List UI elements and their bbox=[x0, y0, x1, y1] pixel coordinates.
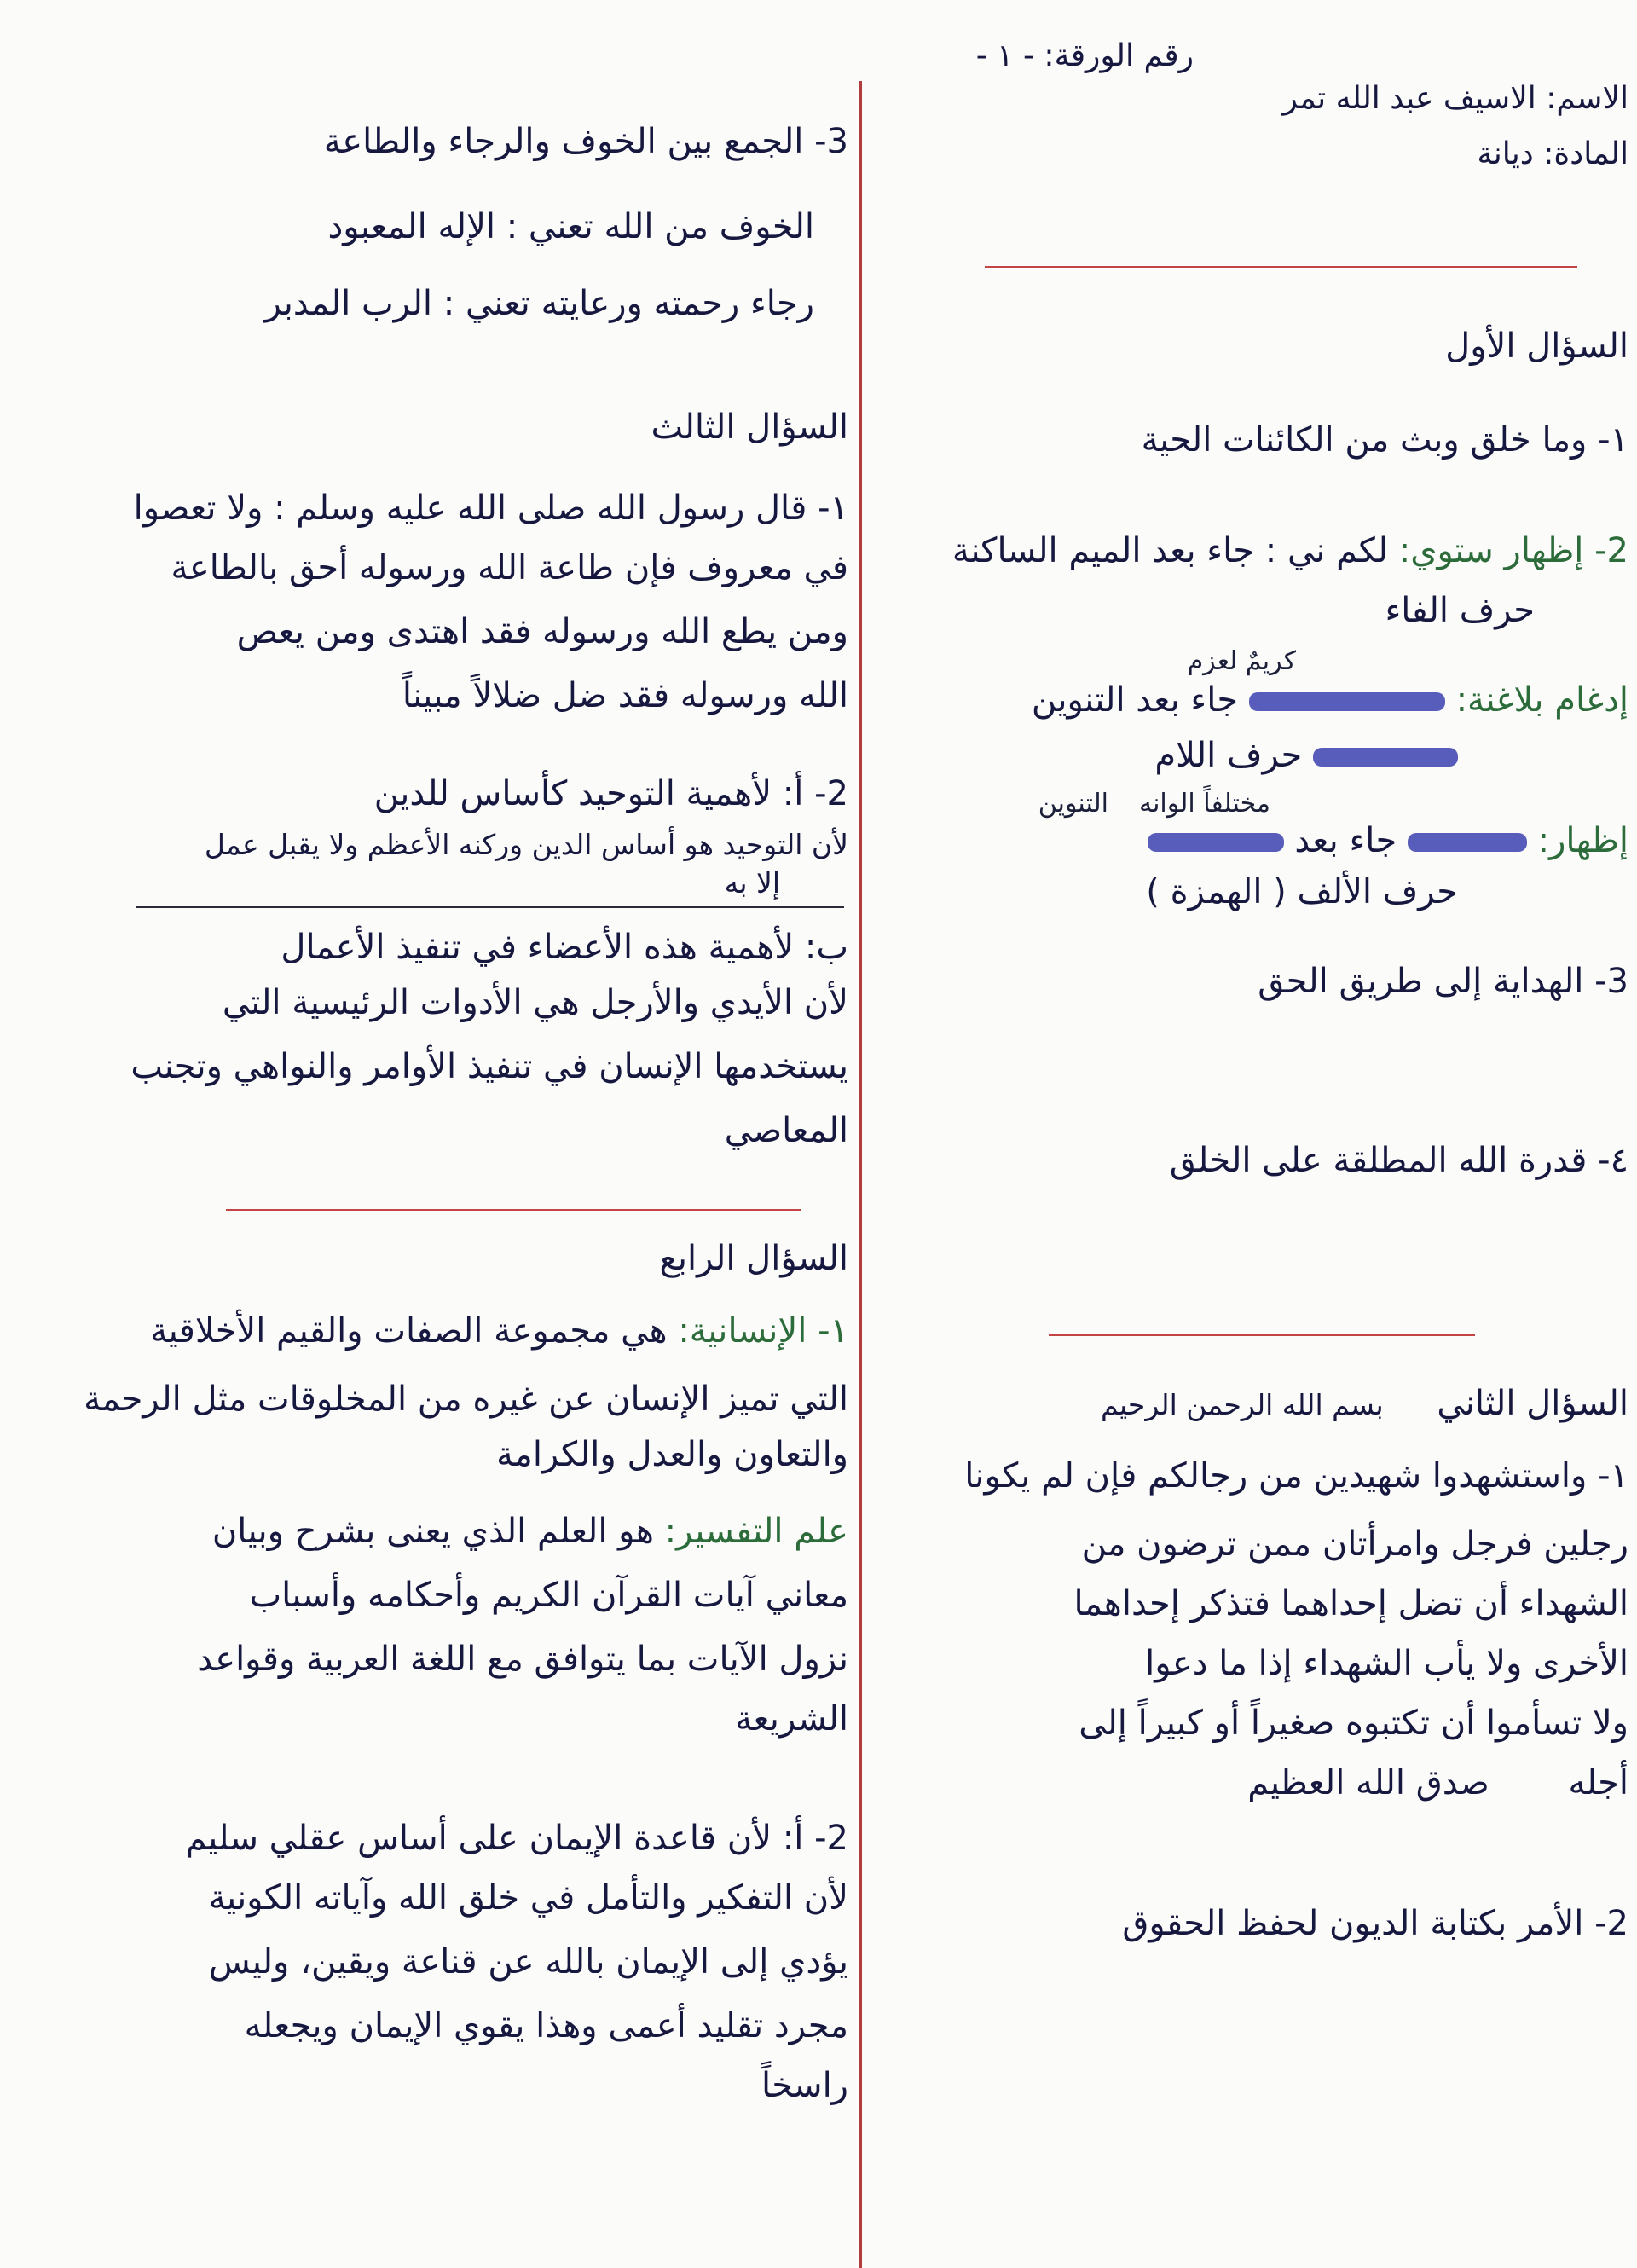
q4-a2-line: راسخاً bbox=[761, 2066, 848, 2105]
q1-a4-text: جاء بعد bbox=[1294, 821, 1397, 860]
crossed-out-scribble-3 bbox=[1408, 833, 1527, 852]
q3-a2a: 2- أ: لأهمية التوحيد كأساس للدين bbox=[373, 774, 848, 813]
q1-a4-text2: حرف الألف ( الهمزة ) bbox=[1146, 872, 1458, 911]
q4-a2-line: لأن التفكير والتأمل في خلق الله وآياته الكونية bbox=[208, 1878, 848, 1918]
q2-item-3-line2 bbox=[327, 205, 814, 249]
tafsir-line: الشريعة bbox=[735, 1699, 848, 1739]
q1-a2-label: 2- إظهار ستوي: bbox=[1398, 531, 1628, 570]
basmala: بسم الله الرحمن الرحيم bbox=[1101, 1388, 1384, 1421]
verse-line: الأخرى ولا يأب الشهداء إذا ما دعوا bbox=[1145, 1644, 1628, 1683]
q3-a2a-detail: لأن التوحيد هو أساس الدين وركنه الأعظم ولا يقبل عمل bbox=[204, 828, 848, 861]
q3-a1-line: ومن يطع الله ورسوله فقد اهتدى ومن يعص bbox=[236, 612, 848, 651]
sheet-number-value: - ١ - bbox=[975, 38, 1034, 73]
q3-a2b-line: يستخدمها الإنسان في تنفيذ الأوامر والنواهي وتجنب bbox=[130, 1047, 848, 1086]
q2-answer-2: 2- الأمر بكتابة الديون لحفظ الحقوق bbox=[1122, 1904, 1628, 1943]
crossed-out-scribble bbox=[1249, 692, 1445, 711]
q1-a4-above2: التنوين bbox=[1038, 789, 1108, 819]
section-rule bbox=[985, 266, 1577, 268]
q4-a1-label: ١- الإنسانية: bbox=[678, 1311, 848, 1351]
q1-a3-text: جاء بعد التنوين bbox=[1031, 680, 1239, 720]
verse-closing: صدق الله العظيم bbox=[1247, 1763, 1489, 1802]
q1-a3-above: كريمٌ لعزم bbox=[1187, 646, 1296, 676]
section-rule bbox=[226, 1209, 801, 1211]
q2-item-3-line2-text: الخوف من الله تعني : الإله المعبود bbox=[327, 207, 814, 246]
verse-line: ١- واستشهدوا شهيدين من رجالكم فإن لم يكونا bbox=[964, 1456, 1628, 1496]
q1-answer-2 bbox=[952, 529, 1628, 573]
student-name bbox=[1282, 77, 1628, 121]
q1-a4-label: إظهار: bbox=[1537, 821, 1628, 860]
tafsir-definition bbox=[212, 1509, 848, 1553]
q1-a2-text: لكم ني : جاء بعد الميم الساكنة bbox=[952, 531, 1389, 570]
q4-a1-line: والتعاون والعدل والكرامة bbox=[495, 1435, 848, 1474]
name-label: الاسم: bbox=[1546, 81, 1628, 116]
subject-value: ديانة bbox=[1477, 136, 1534, 171]
q3-a2b-line: ب: لأهمية هذه الأعضاء في تنفيذ الأعمال bbox=[281, 928, 848, 967]
q4-a1-text: هي مجموعة الصفات والقيم الأخلاقية bbox=[150, 1311, 668, 1351]
q3-title: السؤال الثالث bbox=[651, 408, 848, 447]
tafsir-text: هو العلم الذي يعنى بشرح وبيان bbox=[211, 1512, 654, 1551]
verse-line: الشهداء أن تضل إحداهما فتذكر إحداهما bbox=[1073, 1584, 1628, 1623]
verse-line: ولا تسأموا أن تكتبوه صغيراً أو كبيراً إلى bbox=[1079, 1704, 1628, 1743]
q1-answer-4 bbox=[1148, 819, 1628, 863]
tafsir-line: معاني آيات القرآن الكريم وأحكامه وأسباب bbox=[249, 1576, 848, 1615]
q3-a1-line: الله ورسوله فقد ضل ضلالاً مبيناً bbox=[402, 676, 848, 715]
q2-title: السؤال الثاني bbox=[1437, 1384, 1628, 1423]
q1-title: السؤال الأول bbox=[1445, 327, 1628, 366]
subject bbox=[1477, 132, 1628, 176]
q2-item-3: 3- الجمع بين الخوف والرجاء والطاعة bbox=[323, 122, 848, 161]
q3-a2b-line: المعاصي bbox=[724, 1111, 848, 1150]
q3-a1-line: ١- قال رسول الله صلى الله عليه وسلم : ولا تعصوا bbox=[133, 489, 848, 528]
sheet-number-label: رقم الورقة: bbox=[1044, 38, 1194, 73]
name-value: الاسيف عبد الله تمر bbox=[1282, 81, 1536, 116]
q3-a2b-line: لأن الأيدي والأرجل هي الأدوات الرئيسية التي bbox=[222, 983, 848, 1022]
subject-label: المادة: bbox=[1543, 136, 1628, 171]
q4-a2-line: يؤدي إلى الإيمان بالله عن قناعة ويقين، وليس bbox=[208, 1942, 848, 1982]
q4-title: السؤال الرابع bbox=[659, 1239, 848, 1278]
q4-a1-line: التي تميز الإنسان عن غيره من المخلوقات مثل الرحمة bbox=[84, 1380, 848, 1419]
q1-answer-3 bbox=[1032, 678, 1628, 722]
crossed-out-scribble-2 bbox=[1313, 748, 1458, 767]
q1-a3-label: إدغام بلاغنة: bbox=[1455, 680, 1628, 720]
right-column bbox=[870, 0, 1628, 2268]
q2-title-row bbox=[1101, 1381, 1628, 1427]
q3-a1-line: في معروف فإن طاعة الله ورسوله أحق بالطاعة bbox=[171, 548, 848, 587]
q1-a4-above1: مختلفاً الوانه bbox=[1138, 789, 1270, 819]
left-column bbox=[9, 0, 848, 2268]
q3-a2a-detail2: إلا به bbox=[724, 866, 780, 900]
q1-a2-text2: حرف الفاء bbox=[1385, 591, 1535, 630]
tafsir-line: نزول الآيات بما يتوافق مع اللغة العربية وقواعد bbox=[197, 1640, 848, 1679]
q1-answer-1: ١- وما خلق وبث من الكائنات الحية bbox=[1141, 420, 1628, 460]
crossed-out-scribble-4 bbox=[1148, 833, 1284, 852]
q1-answer-6: ٤- قدرة الله المطلقة على الخلق bbox=[1169, 1141, 1628, 1180]
verse-line: رجلين فرجل وامرأتان ممن ترضون من bbox=[1081, 1525, 1628, 1564]
section-rule bbox=[1049, 1334, 1475, 1336]
q4-a2-line: مجرد تقليد أعمى وهذا يقوي الإيمان ويجعله bbox=[244, 2006, 848, 2045]
q2-item-3-line3: رجاء رحمته ورعايته تعني : الرب المدبر bbox=[264, 284, 814, 323]
q1-answer-5: 3- الهداية إلى طريق الحق bbox=[1258, 962, 1628, 1001]
q4-a2-line: 2- أ: لأن قاعدة الإيمان على أساس عقلي سليم bbox=[185, 1819, 848, 1858]
q1-a3-line2 bbox=[1154, 733, 1458, 778]
center-margin-line bbox=[859, 81, 862, 2268]
answer-separator bbox=[136, 906, 844, 908]
q4-a1 bbox=[150, 1309, 848, 1353]
verse-last-word: أجله bbox=[1568, 1763, 1628, 1802]
q1-a3-text2: حرف اللام bbox=[1154, 736, 1303, 775]
verse-line-last bbox=[1247, 1761, 1628, 1805]
tafsir-label: علم التفسير: bbox=[664, 1512, 848, 1551]
